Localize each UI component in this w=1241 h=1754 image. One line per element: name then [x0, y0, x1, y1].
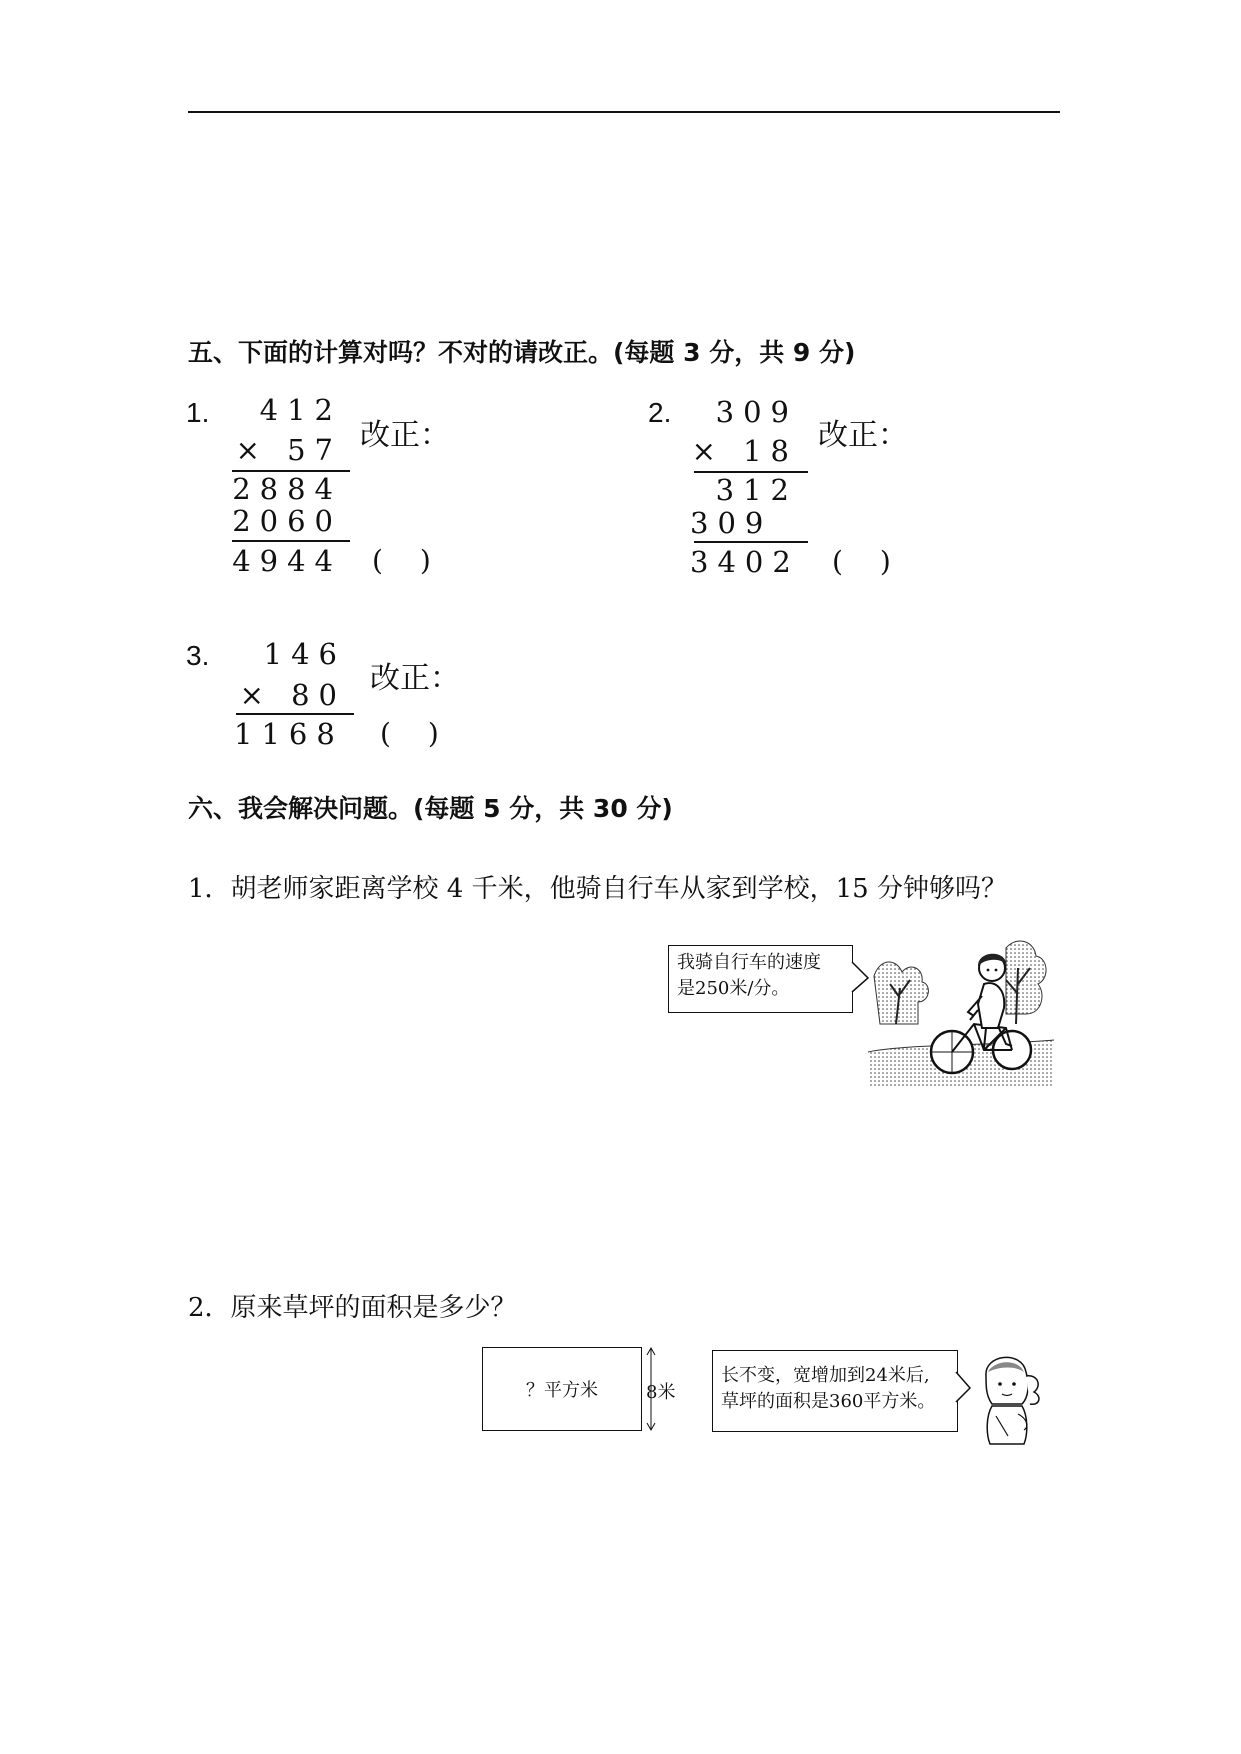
- item-3-multiplier: × 80: [239, 678, 346, 712]
- item-1-judge-paren[interactable]: ( ): [372, 544, 431, 577]
- lawn-area-label: ？平方米: [526, 1380, 598, 1401]
- girl-thinking-icon: [972, 1346, 1052, 1446]
- item-1-multiplier: × 57: [235, 433, 342, 467]
- problem-1-speech-bubble: [668, 945, 853, 1013]
- item-1-multiplicand: 412: [259, 393, 342, 427]
- problem-2-bubble-line-2: 草坪的面积是360平方米。: [721, 1391, 936, 1412]
- item-2-multiplicand: 309: [715, 395, 798, 429]
- item-2-multiplier: × 18: [691, 434, 798, 468]
- item-1-result: 4944: [232, 544, 342, 578]
- item-3-multiplicand: 146: [263, 637, 346, 671]
- item-2-partial-1: 312: [715, 473, 798, 507]
- problem-1-bubble-line-2: 是250米/分。: [677, 978, 790, 999]
- problem-1-text: 1．胡老师家距离学校 4 千米，他骑自行车从家到学校，15 分钟够吗？: [188, 874, 1007, 904]
- item-2-line-2: [694, 541, 808, 543]
- header-rule: [188, 111, 1060, 113]
- item-2-judge-paren[interactable]: ( ): [832, 545, 891, 578]
- problem-2-bubble-line-1: 长不变，宽增加到24米后,: [721, 1365, 930, 1386]
- item-3-correction-label: 改正：: [370, 661, 460, 696]
- item-2-partial-2: 309: [690, 506, 773, 540]
- lawn-rectangle: [482, 1347, 642, 1431]
- item-2-number: 2.: [648, 397, 672, 428]
- item-1-number: 1.: [186, 397, 210, 428]
- section-6-title: 六、我会解决问题。(每题 5 分，共 30 分): [188, 794, 673, 823]
- problem-2-speech-bubble: [712, 1350, 958, 1432]
- section-5-title: 五、下面的计算对吗？不对的请改正。(每题 3 分，共 9 分): [188, 338, 856, 367]
- item-3-number: 3.: [186, 640, 210, 671]
- item-2-result: 3402: [690, 545, 800, 579]
- item-1-partial-2: 2060: [232, 504, 342, 538]
- item-3-judge-paren[interactable]: ( ): [380, 717, 439, 750]
- item-2-correction-label: 改正：: [818, 418, 908, 453]
- problem-1-bubble-line-1: 我骑自行车的速度: [677, 952, 821, 973]
- boy-riding-bicycle-icon: [866, 928, 1056, 1088]
- item-1-partial-1: 2884: [232, 472, 342, 506]
- item-3-result: 1168: [234, 717, 344, 751]
- problem-2-text: 2．原来草坪的面积是多少？: [188, 1293, 517, 1323]
- item-1-correction-label: 改正：: [360, 418, 450, 453]
- width-label: 8米: [646, 1382, 676, 1403]
- item-1-line-2: [232, 540, 350, 542]
- item-3-line: [236, 713, 354, 715]
- problem-2-bubble-tail: [950, 1370, 974, 1404]
